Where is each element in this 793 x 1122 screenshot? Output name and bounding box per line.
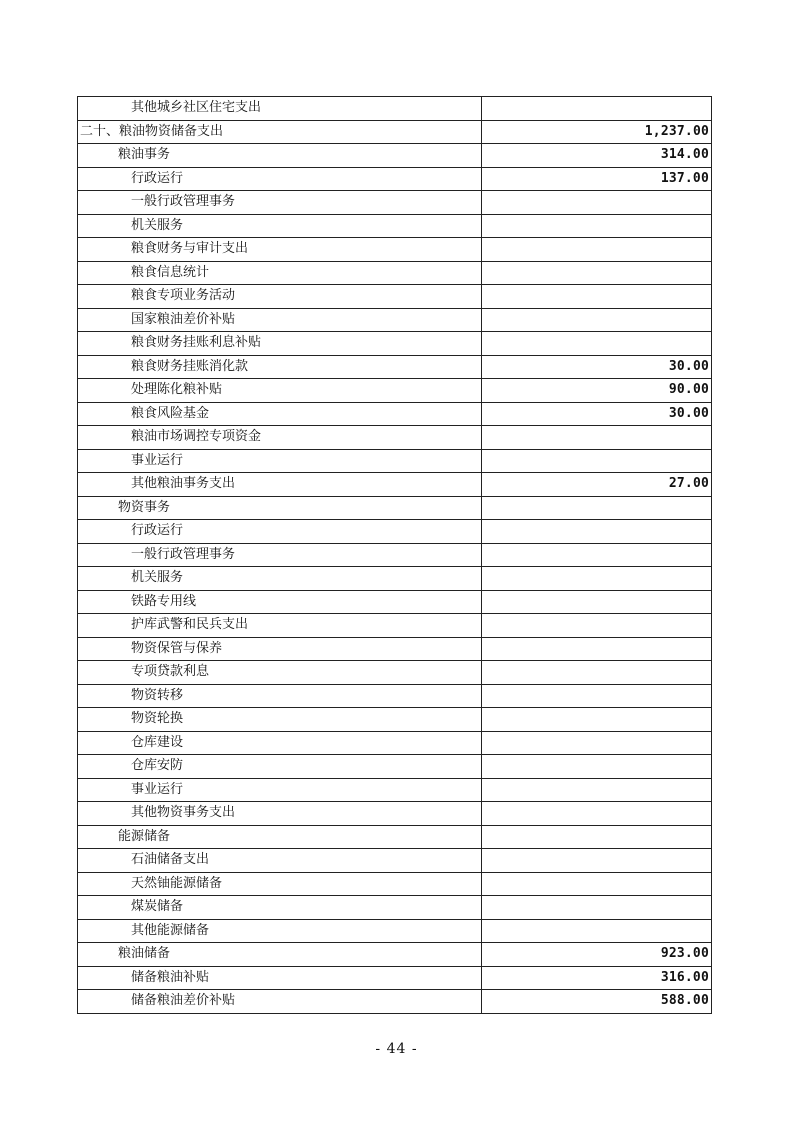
row-item-name: 粮油储备 — [78, 943, 482, 967]
row-item-name: 物资转移 — [78, 684, 482, 708]
table-row — [78, 684, 712, 708]
table-row — [78, 520, 712, 544]
row-amount — [482, 332, 712, 356]
table-row — [78, 473, 712, 497]
row-amount — [482, 285, 712, 309]
row-item-name: 事业运行 — [78, 449, 482, 473]
page-number: - 44 - — [375, 1041, 418, 1057]
row-amount — [482, 590, 712, 614]
row-amount — [482, 214, 712, 238]
row-amount — [482, 849, 712, 873]
row-amount — [482, 496, 712, 520]
row-item-name: 机关服务 — [78, 567, 482, 591]
table-row — [78, 567, 712, 591]
row-item-name: 行政运行 — [78, 167, 482, 191]
row-item-name: 粮食财务挂账消化款 — [78, 355, 482, 379]
row-amount: 30.00 — [482, 355, 712, 379]
row-item-name: 二十、粮油物资储备支出 — [78, 120, 482, 144]
row-item-name: 粮食财务挂账利息补贴 — [78, 332, 482, 356]
table-row — [78, 402, 712, 426]
row-item-name: 机关服务 — [78, 214, 482, 238]
row-item-name: 粮油市场调控专项资金 — [78, 426, 482, 450]
table-row — [78, 919, 712, 943]
table-row — [78, 849, 712, 873]
table-row — [78, 238, 712, 262]
row-amount — [482, 567, 712, 591]
table-row — [78, 637, 712, 661]
budget-table-body — [78, 97, 712, 1014]
row-item-name: 物资轮换 — [78, 708, 482, 732]
row-item-name: 物资事务 — [78, 496, 482, 520]
row-item-name: 行政运行 — [78, 520, 482, 544]
row-item-name: 护库武警和民兵支出 — [78, 614, 482, 638]
row-amount: 137.00 — [482, 167, 712, 191]
row-item-name: 一般行政管理事务 — [78, 543, 482, 567]
table-row — [78, 755, 712, 779]
row-item-name: 铁路专用线 — [78, 590, 482, 614]
table-row — [78, 120, 712, 144]
row-amount — [482, 637, 712, 661]
table-row — [78, 731, 712, 755]
table-row — [78, 214, 712, 238]
table-row — [78, 379, 712, 403]
row-amount: 1,237.00 — [482, 120, 712, 144]
table-row — [78, 896, 712, 920]
row-item-name: 其他粮油事务支出 — [78, 473, 482, 497]
row-amount — [482, 731, 712, 755]
row-amount — [482, 520, 712, 544]
row-amount: 588.00 — [482, 990, 712, 1014]
row-amount — [482, 684, 712, 708]
row-amount — [482, 825, 712, 849]
row-amount — [482, 261, 712, 285]
row-amount: 314.00 — [482, 144, 712, 168]
row-amount — [482, 426, 712, 450]
row-amount — [482, 872, 712, 896]
row-item-name: 粮食财务与审计支出 — [78, 238, 482, 262]
table-row — [78, 191, 712, 215]
row-item-name: 粮食信息统计 — [78, 261, 482, 285]
row-amount — [482, 543, 712, 567]
row-item-name: 储备粮油补贴 — [78, 966, 482, 990]
row-item-name: 粮油事务 — [78, 144, 482, 168]
table-row — [78, 261, 712, 285]
row-amount — [482, 238, 712, 262]
row-item-name: 储备粮油差价补贴 — [78, 990, 482, 1014]
row-amount: 30.00 — [482, 402, 712, 426]
row-amount — [482, 308, 712, 332]
table-row — [78, 426, 712, 450]
row-item-name: 物资保管与保养 — [78, 637, 482, 661]
row-amount — [482, 802, 712, 826]
row-amount — [482, 661, 712, 685]
table-row — [78, 308, 712, 332]
table-row — [78, 778, 712, 802]
table-row — [78, 543, 712, 567]
table-row — [78, 990, 712, 1014]
row-item-name: 一般行政管理事务 — [78, 191, 482, 215]
table-row — [78, 590, 712, 614]
row-amount — [482, 708, 712, 732]
table-row — [78, 661, 712, 685]
table-row — [78, 872, 712, 896]
table-row — [78, 449, 712, 473]
row-item-name: 处理陈化粮补贴 — [78, 379, 482, 403]
row-amount — [482, 896, 712, 920]
row-item-name: 国家粮油差价补贴 — [78, 308, 482, 332]
table-row — [78, 943, 712, 967]
table-row — [78, 708, 712, 732]
table-row — [78, 285, 712, 309]
row-amount: 316.00 — [482, 966, 712, 990]
row-amount: 90.00 — [482, 379, 712, 403]
row-amount — [482, 97, 712, 121]
row-amount — [482, 449, 712, 473]
table-row — [78, 496, 712, 520]
table-row — [78, 614, 712, 638]
row-amount: 27.00 — [482, 473, 712, 497]
table-row — [78, 144, 712, 168]
row-amount — [482, 919, 712, 943]
table-row — [78, 825, 712, 849]
row-item-name: 专项贷款利息 — [78, 661, 482, 685]
row-item-name: 事业运行 — [78, 778, 482, 802]
row-item-name: 粮食专项业务活动 — [78, 285, 482, 309]
row-item-name: 仓库安防 — [78, 755, 482, 779]
row-item-name: 煤炭储备 — [78, 896, 482, 920]
table-row — [78, 332, 712, 356]
row-amount — [482, 778, 712, 802]
row-item-name: 天然铀能源储备 — [78, 872, 482, 896]
row-item-name: 仓库建设 — [78, 731, 482, 755]
table-row — [78, 966, 712, 990]
row-amount — [482, 191, 712, 215]
row-item-name: 其他城乡社区住宅支出 — [78, 97, 482, 121]
table-row — [78, 167, 712, 191]
row-item-name: 粮食风险基金 — [78, 402, 482, 426]
row-amount: 923.00 — [482, 943, 712, 967]
table-row — [78, 97, 712, 121]
row-item-name: 石油储备支出 — [78, 849, 482, 873]
row-amount — [482, 755, 712, 779]
row-amount — [482, 614, 712, 638]
row-item-name: 能源储备 — [78, 825, 482, 849]
row-item-name: 其他物资事务支出 — [78, 802, 482, 826]
table-row — [78, 355, 712, 379]
row-item-name: 其他能源储备 — [78, 919, 482, 943]
budget-table — [77, 96, 712, 1014]
table-row — [78, 802, 712, 826]
